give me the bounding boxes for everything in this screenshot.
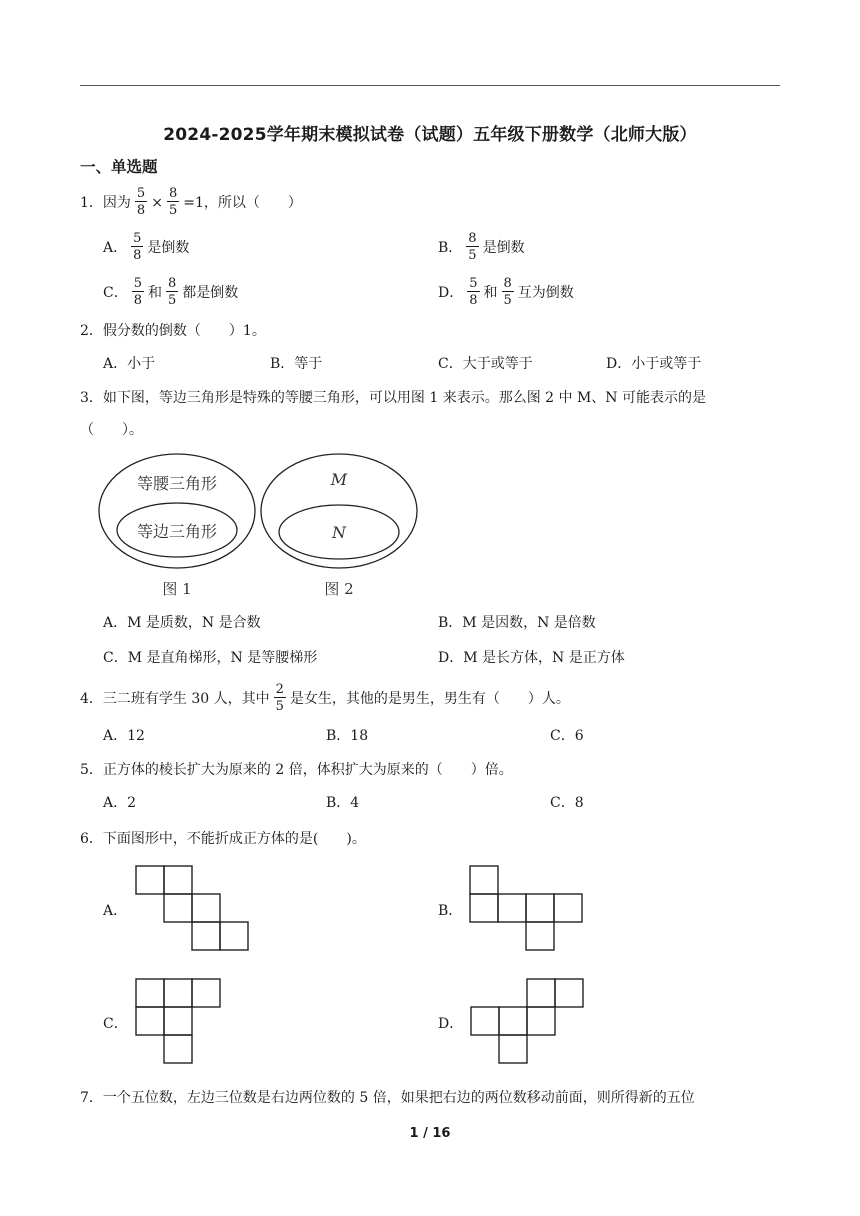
question-5: 5．正方体的棱长扩大为原来的 2 倍，体积扩大为原来的（ ）倍。 bbox=[80, 762, 513, 778]
q1-option-a[interactable]: A． $\frac{5}{8}$ 是倒数 bbox=[103, 231, 190, 263]
page-title: 2024-2025学年期末模拟试卷（试题）五年级下册数学（北师大版） bbox=[163, 125, 697, 145]
question-6: 6．下面图形中，不能折成正方体的是( )。 bbox=[80, 831, 366, 847]
q1-option-c[interactable]: C． $\frac{5}{8}$ 和 $\frac{8}{5}$ 都是倒数 bbox=[103, 276, 239, 308]
q6-option-c[interactable]: C． bbox=[103, 1016, 128, 1032]
q6-net-b bbox=[469, 865, 583, 951]
q5-option-a[interactable]: A．2 bbox=[103, 795, 137, 811]
q6-net-c bbox=[135, 978, 221, 1064]
question-3-line-1: 3．如下图，等边三角形是特殊的等腰三角形，可以用图 1 来表示。那么图 2 中 M、N 可能表示的是 bbox=[80, 390, 707, 406]
q5-option-c[interactable]: C．8 bbox=[550, 795, 584, 811]
fraction: $\frac{8}{5}$ bbox=[168, 186, 178, 218]
fraction: $\frac{2}{5}$ bbox=[275, 682, 284, 714]
q3-option-c[interactable]: C．M 是直角梯形，N 是等腰梯形 bbox=[103, 650, 318, 666]
question-2: 2．假分数的倒数（ ）1。 bbox=[80, 323, 266, 339]
fig1-inner-label: 等边三角形 bbox=[136, 522, 218, 541]
q6-net-d bbox=[470, 978, 584, 1064]
fraction: $\frac{5}{8}$ bbox=[133, 276, 142, 308]
q3-option-b[interactable]: B．M 是因数，N 是倍数 bbox=[438, 615, 596, 631]
q6-net-a bbox=[135, 865, 249, 951]
page-number: 1 / 16 bbox=[409, 1126, 451, 1141]
fig2-caption: 图 2 bbox=[324, 580, 354, 598]
fraction: $\frac{5}{8}$ bbox=[469, 276, 478, 308]
figure-1 bbox=[99, 454, 255, 598]
q6-option-b[interactable]: B． bbox=[438, 903, 463, 919]
fraction: $\frac{5}{8}$ bbox=[133, 231, 142, 263]
fig2-outer-label: M bbox=[330, 470, 348, 489]
fraction: $\frac{8}{5}$ bbox=[168, 276, 177, 308]
question-1: 1．因为 $\frac{5}{8}$ × $\frac{8}{5}$ =1，所以（ ） bbox=[80, 186, 302, 218]
q4-option-b[interactable]: B．18 bbox=[326, 728, 369, 744]
fig1-caption: 图 1 bbox=[162, 580, 192, 598]
fig1-outer-label: 等腰三角形 bbox=[136, 474, 218, 493]
q4-option-a[interactable]: A．12 bbox=[103, 728, 145, 744]
q3-option-a[interactable]: A．M 是质数，N 是合数 bbox=[103, 615, 261, 631]
fraction: $\frac{8}{5}$ bbox=[468, 231, 477, 263]
q6-option-d[interactable]: D． bbox=[438, 1016, 464, 1032]
fig2-inner-label: N bbox=[332, 523, 346, 542]
q3-option-d[interactable]: D．M 是长方体，N 是正方体 bbox=[438, 650, 625, 666]
q2-option-c[interactable]: C．大于或等于 bbox=[438, 356, 533, 372]
q6-option-a[interactable]: A． bbox=[103, 903, 128, 919]
q5-option-b[interactable]: B．4 bbox=[326, 795, 360, 811]
header-rule bbox=[80, 85, 780, 86]
q2-option-b[interactable]: B．等于 bbox=[270, 356, 323, 372]
question-7: 7．一个五位数，左边三位数是右边两位数的 5 倍，如果把右边的两位数移动前面，则所得新的五位 bbox=[80, 1090, 695, 1106]
question-4: 4．三二班有学生 30 人，其中 $\frac{2}{5}$ 是女生，其他的是男生，男生有（ ）人。 bbox=[80, 682, 570, 714]
fraction: $\frac{8}{5}$ bbox=[503, 276, 512, 308]
venn-figures bbox=[95, 452, 435, 602]
figure-2 bbox=[261, 454, 417, 598]
q2-option-a[interactable]: A．小于 bbox=[103, 356, 156, 372]
section-title: 一、单选题 bbox=[80, 158, 158, 176]
q4-option-c[interactable]: C．6 bbox=[550, 728, 584, 744]
q2-option-d[interactable]: D．小于或等于 bbox=[606, 356, 702, 372]
q1-option-b[interactable]: B． $\frac{8}{5}$ 是倒数 bbox=[438, 231, 525, 263]
q1-option-d[interactable]: D． $\frac{5}{8}$ 和 $\frac{8}{5}$ 互为倒数 bbox=[438, 276, 574, 308]
fraction: $\frac{5}{8}$ bbox=[136, 186, 146, 218]
question-3-line-2: （ ）。 bbox=[80, 422, 143, 438]
